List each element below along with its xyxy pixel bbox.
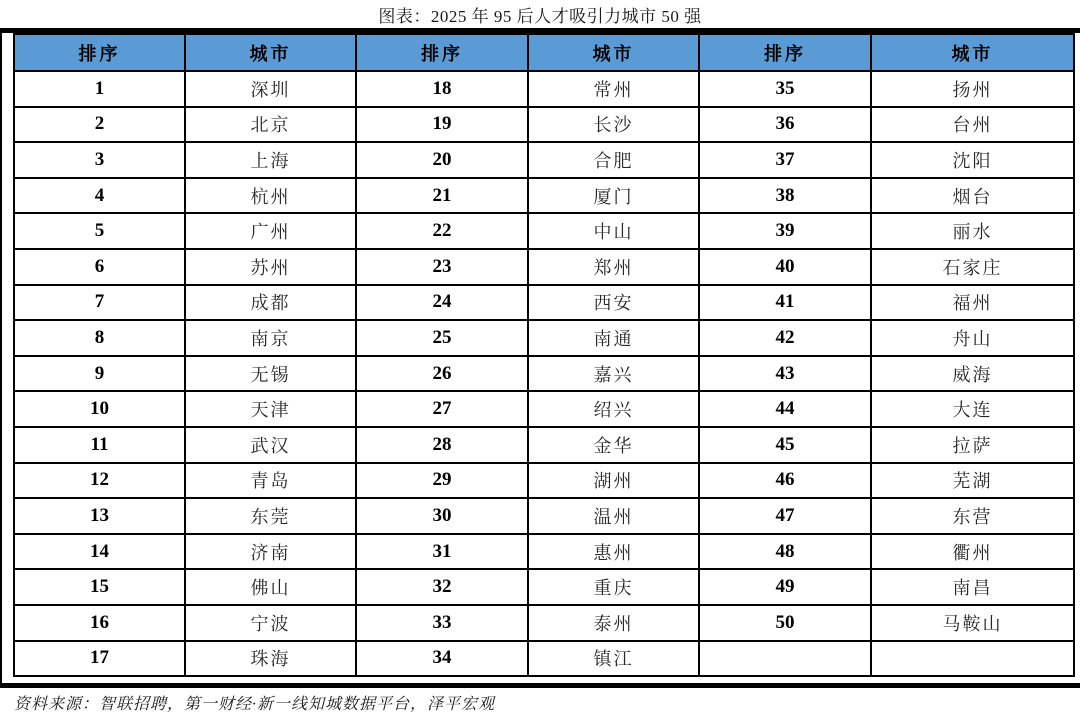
rank-cell: 46 [699, 463, 871, 499]
city-cell: 南昌 [871, 569, 1074, 605]
city-cell: 扬州 [871, 71, 1074, 107]
city-cell [871, 641, 1074, 677]
rank-cell: 45 [699, 427, 871, 463]
city-cell: 成都 [185, 285, 356, 321]
divider-bottom [0, 683, 1080, 688]
city-cell: 金华 [528, 427, 699, 463]
column-header-city-1: 城市 [185, 34, 356, 71]
rank-cell: 47 [699, 498, 871, 534]
column-header-rank-3: 排序 [699, 34, 871, 71]
rank-cell: 22 [356, 213, 528, 249]
rank-cell: 21 [356, 178, 528, 214]
city-cell: 武汉 [185, 427, 356, 463]
city-cell: 郑州 [528, 249, 699, 285]
rank-cell: 18 [356, 71, 528, 107]
left-frame-line [0, 28, 2, 688]
rank-cell: 42 [699, 320, 871, 356]
table-row [14, 213, 1074, 249]
rank-cell: 49 [699, 569, 871, 605]
rank-cell: 8 [14, 320, 185, 356]
city-cell: 福州 [871, 285, 1074, 321]
table-row [14, 605, 1074, 641]
column-header-rank-1: 排序 [14, 34, 185, 71]
city-cell: 无锡 [185, 356, 356, 392]
table-row [14, 391, 1074, 427]
rank-cell: 5 [14, 213, 185, 249]
city-cell: 东营 [871, 498, 1074, 534]
table-row [14, 249, 1074, 285]
city-cell: 合肥 [528, 142, 699, 178]
rank-cell: 17 [14, 641, 185, 677]
rank-cell: 30 [356, 498, 528, 534]
city-cell: 沈阳 [871, 142, 1074, 178]
city-cell: 烟台 [871, 178, 1074, 214]
rank-cell: 12 [14, 463, 185, 499]
city-cell: 石家庄 [871, 249, 1074, 285]
city-cell: 台州 [871, 107, 1074, 143]
city-cell: 珠海 [185, 641, 356, 677]
rank-cell: 4 [14, 178, 185, 214]
city-cell: 佛山 [185, 569, 356, 605]
rank-cell: 36 [699, 107, 871, 143]
rank-cell: 41 [699, 285, 871, 321]
rank-cell: 34 [356, 641, 528, 677]
table-row [14, 534, 1074, 570]
rank-cell [699, 641, 871, 677]
figure-title: 图表：2025 年 95 后人才吸引力城市 50 强 [378, 7, 702, 26]
table-row [14, 569, 1074, 605]
rank-cell: 37 [699, 142, 871, 178]
city-cell: 西安 [528, 285, 699, 321]
city-cell: 宁波 [185, 605, 356, 641]
rank-cell: 19 [356, 107, 528, 143]
rank-cell: 48 [699, 534, 871, 570]
rank-cell: 35 [699, 71, 871, 107]
rank-cell: 31 [356, 534, 528, 570]
city-cell: 杭州 [185, 178, 356, 214]
city-cell: 青岛 [185, 463, 356, 499]
column-header-city-2: 城市 [528, 34, 699, 71]
city-cell: 威海 [871, 356, 1074, 392]
city-cell: 绍兴 [528, 391, 699, 427]
rank-cell: 29 [356, 463, 528, 499]
city-cell: 温州 [528, 498, 699, 534]
city-cell: 济南 [185, 534, 356, 570]
rank-cell: 13 [14, 498, 185, 534]
city-cell: 马鞍山 [871, 605, 1074, 641]
rank-cell: 50 [699, 605, 871, 641]
column-header-city-3: 城市 [871, 34, 1074, 71]
city-cell: 镇江 [528, 641, 699, 677]
rank-cell: 6 [14, 249, 185, 285]
table-row [14, 356, 1074, 392]
city-cell: 泰州 [528, 605, 699, 641]
ranking-table [13, 33, 1075, 677]
city-cell: 重庆 [528, 569, 699, 605]
city-cell: 丽水 [871, 213, 1074, 249]
rank-cell: 27 [356, 391, 528, 427]
table-row [14, 178, 1074, 214]
city-cell: 天津 [185, 391, 356, 427]
rank-cell: 10 [14, 391, 185, 427]
rank-cell: 7 [14, 285, 185, 321]
rank-cell: 3 [14, 142, 185, 178]
table-body [14, 71, 1074, 676]
city-cell: 厦门 [528, 178, 699, 214]
column-header-rank-2: 排序 [356, 34, 528, 71]
city-cell: 南通 [528, 320, 699, 356]
city-cell: 北京 [185, 107, 356, 143]
header-row [14, 34, 1074, 71]
city-cell: 东莞 [185, 498, 356, 534]
table-row [14, 285, 1074, 321]
city-cell: 苏州 [185, 249, 356, 285]
rank-cell: 11 [14, 427, 185, 463]
rank-cell: 32 [356, 569, 528, 605]
rank-cell: 44 [699, 391, 871, 427]
city-cell: 嘉兴 [528, 356, 699, 392]
table-row [14, 320, 1074, 356]
rank-cell: 20 [356, 142, 528, 178]
city-cell: 芜湖 [871, 463, 1074, 499]
city-cell: 常州 [528, 71, 699, 107]
city-cell: 大连 [871, 391, 1074, 427]
rank-cell: 1 [14, 71, 185, 107]
city-cell: 衢州 [871, 534, 1074, 570]
table-row [14, 107, 1074, 143]
city-cell: 南京 [185, 320, 356, 356]
table-row [14, 142, 1074, 178]
rank-cell: 25 [356, 320, 528, 356]
rank-cell: 24 [356, 285, 528, 321]
city-cell: 广州 [185, 213, 356, 249]
city-cell: 拉萨 [871, 427, 1074, 463]
city-cell: 上海 [185, 142, 356, 178]
rank-cell: 28 [356, 427, 528, 463]
rank-cell: 9 [14, 356, 185, 392]
rank-cell: 26 [356, 356, 528, 392]
rank-cell: 43 [699, 356, 871, 392]
city-cell: 中山 [528, 213, 699, 249]
rank-cell: 33 [356, 605, 528, 641]
rank-cell: 39 [699, 213, 871, 249]
rank-cell: 2 [14, 107, 185, 143]
rank-cell: 38 [699, 178, 871, 214]
table-row [14, 498, 1074, 534]
city-cell: 深圳 [185, 71, 356, 107]
rank-cell: 23 [356, 249, 528, 285]
table-row [14, 463, 1074, 499]
table-row [14, 427, 1074, 463]
city-cell: 惠州 [528, 534, 699, 570]
city-cell: 长沙 [528, 107, 699, 143]
rank-cell: 40 [699, 249, 871, 285]
city-cell: 湖州 [528, 463, 699, 499]
table-row [14, 641, 1074, 677]
table-row [14, 71, 1074, 107]
source-note: 资料来源：智联招聘，第一财经·新一线知城数据平台，泽平宏观 [14, 696, 496, 713]
rank-cell: 15 [14, 569, 185, 605]
city-cell: 舟山 [871, 320, 1074, 356]
rank-cell: 16 [14, 605, 185, 641]
rank-cell: 14 [14, 534, 185, 570]
